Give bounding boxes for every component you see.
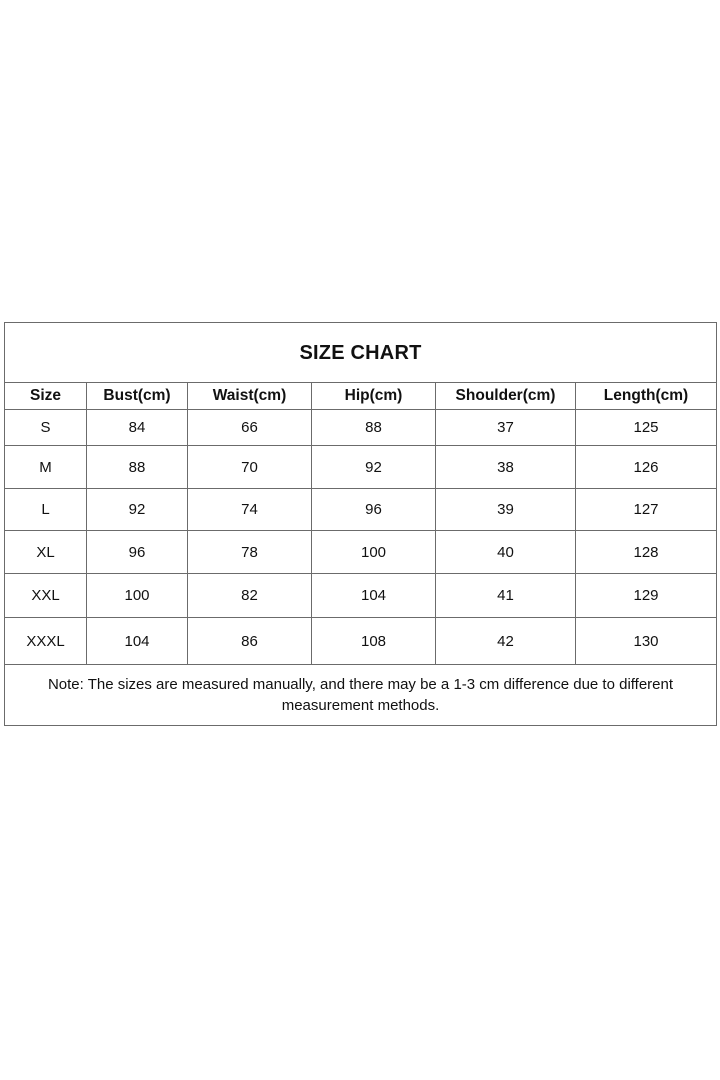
table-row xyxy=(5,410,717,446)
waist-cell: 82 xyxy=(188,574,312,618)
table-row xyxy=(5,531,717,574)
shoulder-cell: 39 xyxy=(436,489,576,531)
hip-cell: 108 xyxy=(312,618,436,665)
table-row xyxy=(5,489,717,531)
shoulder-cell: 42 xyxy=(436,618,576,665)
size-cell: L xyxy=(5,489,87,531)
column-header-bust: Bust(cm) xyxy=(87,383,188,410)
length-cell: 129 xyxy=(576,574,717,618)
column-header-waist: Waist(cm) xyxy=(188,383,312,410)
column-header-length: Length(cm) xyxy=(576,383,717,410)
size-cell: XXL xyxy=(5,574,87,618)
hip-cell: 92 xyxy=(312,446,436,489)
hip-cell: 96 xyxy=(312,489,436,531)
waist-cell: 74 xyxy=(188,489,312,531)
size-cell: S xyxy=(5,410,87,446)
column-header-size: Size xyxy=(5,383,87,410)
shoulder-cell: 37 xyxy=(436,410,576,446)
hip-cell: 88 xyxy=(312,410,436,446)
size-cell: XXXL xyxy=(5,618,87,665)
title-row xyxy=(5,323,717,383)
header-row xyxy=(5,383,717,410)
waist-cell: 70 xyxy=(188,446,312,489)
column-header-shoulder: Shoulder(cm) xyxy=(436,383,576,410)
hip-cell: 104 xyxy=(312,574,436,618)
shoulder-cell: 38 xyxy=(436,446,576,489)
length-cell: 126 xyxy=(576,446,717,489)
shoulder-cell: 41 xyxy=(436,574,576,618)
length-cell: 125 xyxy=(576,410,717,446)
bust-cell: 84 xyxy=(87,410,188,446)
length-cell: 127 xyxy=(576,489,717,531)
size-cell: XL xyxy=(5,531,87,574)
note-row xyxy=(5,665,717,726)
column-header-hip: Hip(cm) xyxy=(312,383,436,410)
chart-title: SIZE CHART xyxy=(5,323,717,383)
hip-cell: 100 xyxy=(312,531,436,574)
bust-cell: 88 xyxy=(87,446,188,489)
length-cell: 128 xyxy=(576,531,717,574)
table-row xyxy=(5,446,717,489)
waist-cell: 86 xyxy=(188,618,312,665)
bust-cell: 100 xyxy=(87,574,188,618)
size-cell: M xyxy=(5,446,87,489)
bust-cell: 92 xyxy=(87,489,188,531)
bust-cell: 96 xyxy=(87,531,188,574)
table-row xyxy=(5,574,717,618)
measurement-note: Note: The sizes are measured manually, and there may be a 1-3 cm difference due to different measurement methods. xyxy=(5,665,717,726)
table-row xyxy=(5,618,717,665)
shoulder-cell: 40 xyxy=(436,531,576,574)
size-chart-table xyxy=(4,322,717,726)
bust-cell: 104 xyxy=(87,618,188,665)
length-cell: 130 xyxy=(576,618,717,665)
waist-cell: 78 xyxy=(188,531,312,574)
waist-cell: 66 xyxy=(188,410,312,446)
